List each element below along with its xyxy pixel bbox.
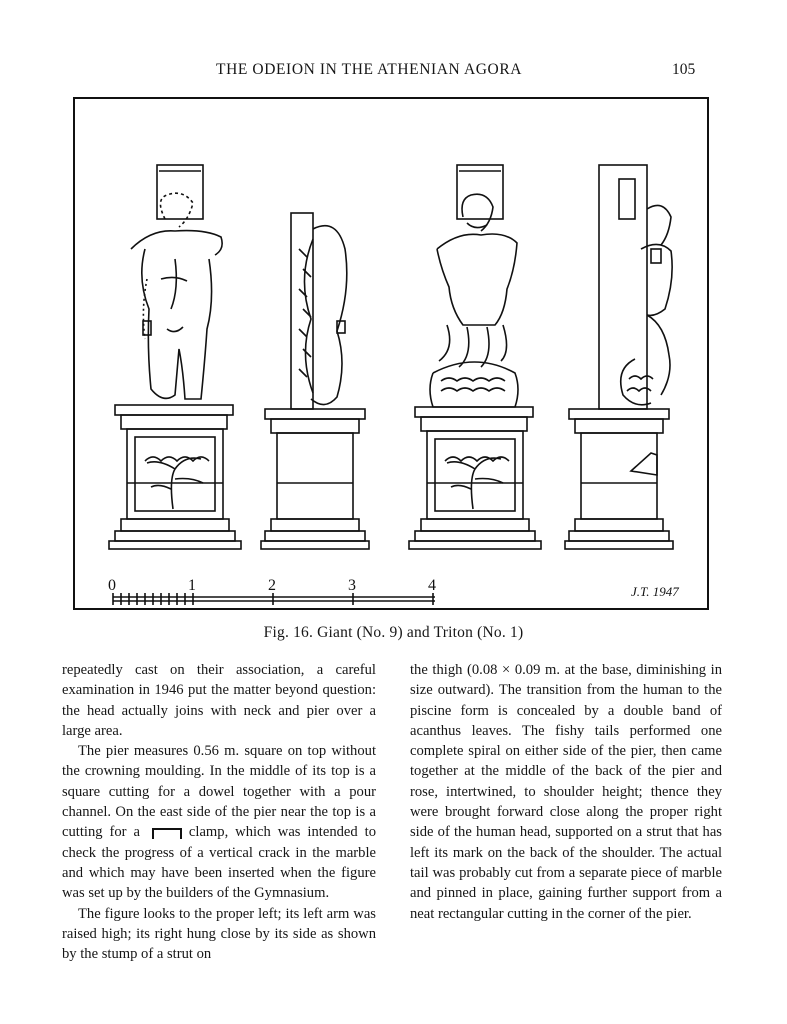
- figure-caption: Fig. 16. Giant (No. 9) and Triton (No. 1): [263, 624, 524, 641]
- paragraph: The figure looks to the proper left; its left arm was raised high; its right hung close by its side as shown by the stump of a strut on: [62, 905, 376, 963]
- running-head: [0, 61, 787, 83]
- triton-side-statue: [261, 213, 369, 549]
- scale-label-2: 2: [268, 577, 276, 594]
- triton-side-statue-2: [565, 165, 673, 549]
- body-column-right: [410, 660, 722, 924]
- scale-label-3: 3: [348, 577, 356, 594]
- paragraph: the thigh (0.08 × 0.09 m. at the base, diminishing in size outward). The transition from the human to the piscine form is concealed by a double band of acanthus leaves. The fishy tails performed one complete spiral on either side of the pier, then came together at the middle of the back of the pier and rose, intertwined, to shoulder height; thence they were brought forward close along the proper right side of the human head, supported on a strut that has left its mark on the back of the shoulder. The actual tail was probably cut from a separate piece of marble and pinned in place, gaining further support from a neat rectangular cutting in the corner of the pier.: [410, 662, 722, 922]
- triton-front-statue: [409, 165, 541, 549]
- body-column-left: [62, 660, 376, 964]
- figure-16-drawing: [73, 97, 709, 610]
- scale-bar: [113, 593, 435, 605]
- running-title: THE ODEION IN THE ATHENIAN AGORA: [216, 61, 523, 78]
- giant-front-statue: [109, 165, 241, 549]
- scale-label-0: 0: [108, 577, 116, 594]
- scale-label-1: 1: [188, 577, 196, 594]
- paragraph-text: clamp, which was intended to check the progress of a vertical crack in the marble and which may have been inserted when the figure was set up by the builders of the Gymnasium.: [62, 824, 376, 902]
- scale-label-4: 4: [428, 577, 436, 594]
- paragraph: [62, 741, 376, 903]
- artist-signature: J.T. 1947: [631, 584, 679, 599]
- paragraph: repeatedly cast on their association, a careful examination in 1946 put the matter beyond question: the head actually joins with neck and pier over a large area.: [62, 662, 376, 739]
- page-number: 105: [672, 61, 696, 78]
- clamp-cutting-symbol: [152, 828, 182, 839]
- paragraph-text: The pier measures 0.56 m. square on top without the crowning moulding. In the middle of its top is a square cutting for a dowel together with a pour channel. On the east side of the pier near the top is a cutting for a: [62, 743, 376, 841]
